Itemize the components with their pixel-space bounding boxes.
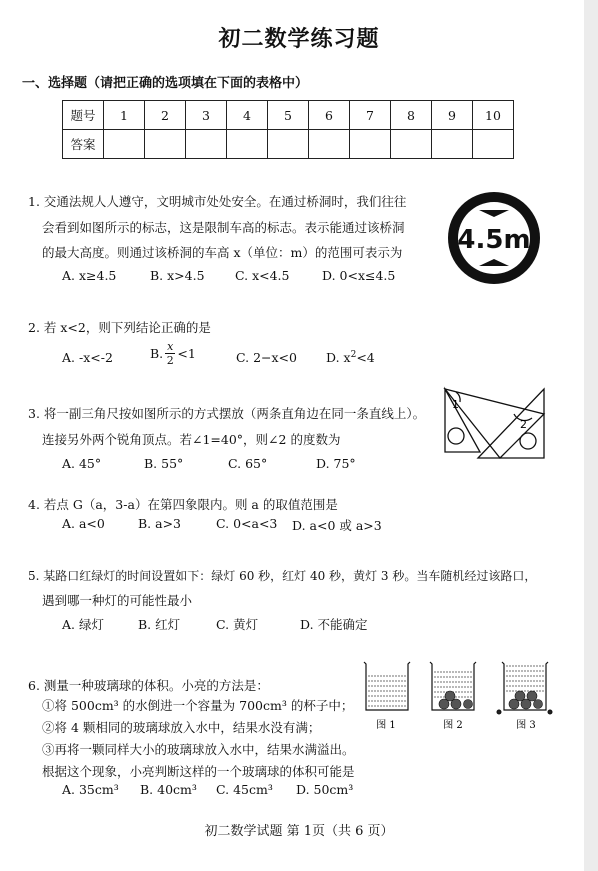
answer-cell[interactable]: [104, 130, 145, 159]
fig2-label: 图 2: [443, 720, 463, 731]
q6-line: ①将 500cm³ 的水倒进一个容量为 700cm³ 的杯子中；: [42, 698, 354, 713]
fraction: [165, 340, 175, 367]
q3-option-a: A. 45°: [62, 456, 102, 471]
q6-option-c: C. 45cm³: [216, 782, 273, 797]
q6-line: 根据这个现象，小亮判断这样的一个玻璃球的体积可能是: [42, 764, 355, 779]
q2-option-d-sup: 2: [350, 350, 357, 360]
answer-cell[interactable]: [473, 130, 514, 159]
table-row-numbers: [63, 101, 514, 130]
q3-option-c: C. 65°: [228, 456, 268, 471]
q4-option-b: B. a>3: [138, 516, 182, 531]
section-heading: 一、选择题（请把正确的选项填在下面的表格中）: [22, 76, 309, 91]
q6-option-b: B. 40cm³: [140, 782, 197, 797]
q2-option-b-rest: <1: [177, 346, 196, 361]
q2-option-d-a: D. x: [326, 350, 351, 366]
q1-line: 会看到如图所示的标志，这是限制车高的标志。表示能通过该桥洞: [42, 220, 405, 235]
table-cell: 2: [145, 101, 186, 130]
q5-line: 遇到哪一种灯的可能性最小: [42, 593, 193, 608]
q1-option-c: C. x<4.5: [235, 268, 290, 283]
answer-cell[interactable]: [268, 130, 309, 159]
q1-line: 1. 交通法规人人遵守，文明城市处处安全。在通过桥洞时，我们往往: [28, 194, 407, 209]
page-edge-shadow: [584, 0, 598, 871]
q6-line: 6. 测量一种玻璃球的体积。小亮的方法是：: [28, 678, 269, 693]
q1-option-a: A. x≥4.5: [62, 268, 117, 283]
table-cell: 6: [309, 101, 350, 130]
triangle-rulers-figure: [440, 384, 550, 464]
q5-option-a: A. 绿灯: [62, 617, 104, 632]
q1-line: 的最大高度。则通过该桥洞的车高 x（单位：m）的范围可表示为: [42, 245, 403, 260]
height-limit-sign-icon: [446, 190, 542, 286]
q2-option-b: [150, 340, 196, 367]
q2-stem: 2. 若 x<2，则下列结论正确的是: [28, 320, 211, 335]
q6-option-a: A. 35cm³: [62, 782, 119, 797]
q3-option-d: D. 75°: [316, 456, 356, 471]
q2-option-d-b: <4: [356, 350, 375, 366]
q4-option-d: D. a<0 或 a>3: [292, 518, 382, 533]
answer-cell[interactable]: [350, 130, 391, 159]
q4-option-c: C. 0<a<3: [216, 516, 278, 531]
q5-line: 5. 某路口红绿灯的时间设置如下：绿灯 60 秒，红灯 40 秒，黄灯 3 秒。当车随机经过该路口，: [28, 569, 537, 583]
q2-option-a: A. -x<-2: [62, 350, 113, 365]
table-cell: 8: [391, 101, 432, 130]
fraction-denominator: 2: [166, 354, 174, 367]
table-cell: 1: [104, 101, 145, 130]
answer-cell[interactable]: [227, 130, 268, 159]
answer-cell[interactable]: [309, 130, 350, 159]
q1-option-b: B. x>4.5: [150, 268, 205, 283]
table-cell: 3: [186, 101, 227, 130]
table-cell: 10: [473, 101, 514, 130]
table-cell: 7: [350, 101, 391, 130]
page-footer: 初二数学试题 第 1页（共 6 页）: [204, 824, 394, 839]
answer-cell[interactable]: [391, 130, 432, 159]
fraction-numerator: x: [167, 340, 174, 353]
table-header-cell: 题号: [63, 101, 104, 130]
q2-option-c: C. 2−x<0: [236, 350, 297, 365]
beaker-figures: [356, 656, 556, 736]
fig3-label: 图 3: [516, 720, 536, 731]
q4-option-a: A. a<0: [62, 516, 105, 531]
q6-line: ②将 4 颗相同的玻璃球放入水中，结果水没有满；: [42, 720, 321, 735]
answer-table: [62, 100, 514, 159]
answer-cell[interactable]: [186, 130, 227, 159]
page-title: 初二数学练习题: [218, 26, 380, 52]
fig1-label: 图 1: [376, 720, 396, 731]
q2-option-b-label: B.: [150, 346, 164, 361]
table-header-cell: 答案: [63, 130, 104, 159]
q5-option-b: B. 红灯: [138, 617, 181, 632]
sign-text: 4.5m: [457, 225, 531, 255]
q6-option-d: D. 50cm³: [296, 782, 354, 797]
answer-cell[interactable]: [432, 130, 473, 159]
q6-line: ③再将一颗同样大小的玻璃球放入水中，结果水满溢出。: [42, 742, 355, 757]
q3-line: 连接另外两个锐角顶点。若∠1=40°，则∠2 的度数为: [42, 432, 341, 447]
q1-option-d: D. 0<x≤4.5: [322, 268, 396, 283]
q5-option-d: D. 不能确定: [300, 617, 368, 632]
angle-2-label: 2: [520, 418, 527, 431]
answer-cell[interactable]: [145, 130, 186, 159]
table-cell: 4: [227, 101, 268, 130]
table-cell: 9: [432, 101, 473, 130]
q5-option-c: C. 黄灯: [216, 617, 259, 632]
table-row-answers: [63, 130, 514, 159]
q4-stem: 4. 若点 G（a，3-a）在第四象限内。则 a 的取值范围是: [28, 497, 338, 512]
table-cell: 5: [268, 101, 309, 130]
q2-option-d: [326, 350, 375, 365]
angle-1-label: 1: [452, 398, 459, 411]
q3-line: 3. 将一副三角尺按如图所示的方式摆放（两条直角边在同一条直线上）。: [28, 406, 426, 421]
q3-option-b: B. 55°: [144, 456, 184, 471]
